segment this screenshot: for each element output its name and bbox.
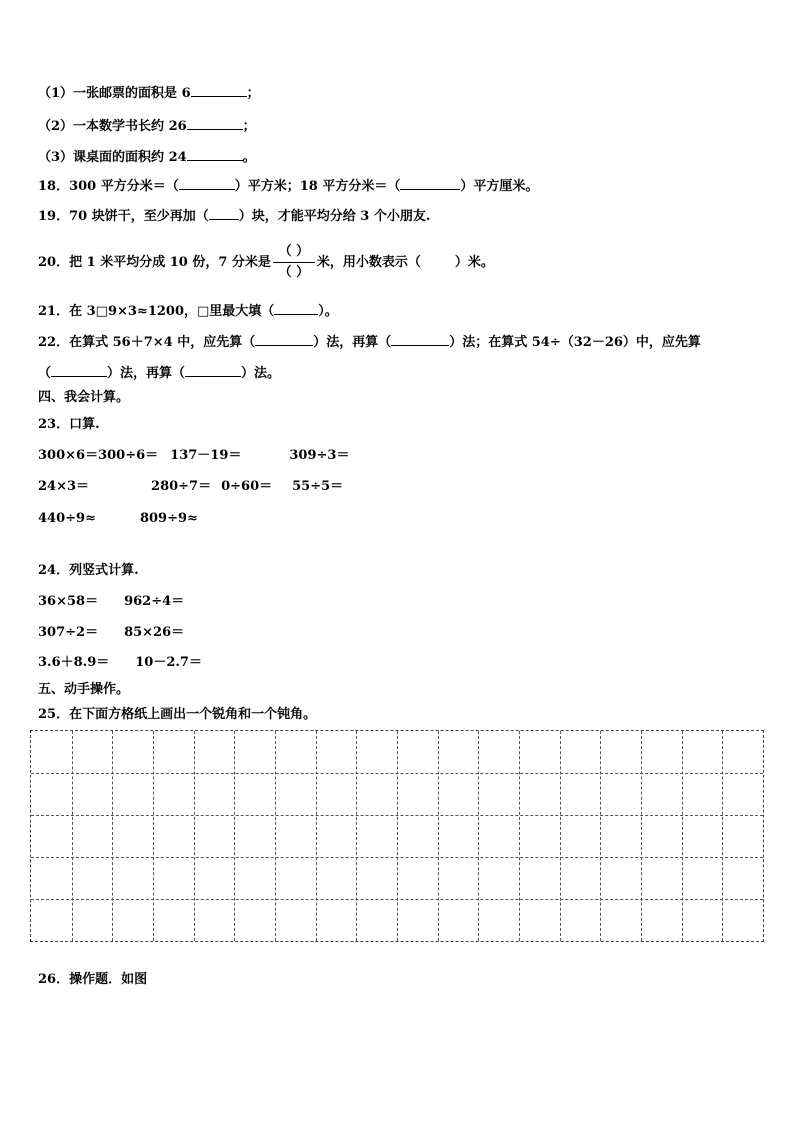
grid-vertical-line — [397, 731, 398, 941]
grid-vertical-line — [438, 731, 439, 941]
vertical-calc-item: 36×58＝ — [38, 594, 99, 609]
answer-blank[interactable] — [274, 302, 318, 315]
question-20 — [38, 243, 494, 283]
question-23-title: 23．口算. — [38, 417, 100, 432]
q22-text-3: ）法；在算式 54÷（32－26）中，应先算 — [449, 335, 701, 350]
section-heading-4: 四、我会计算。 — [38, 390, 130, 405]
grid-vertical-line — [72, 731, 73, 941]
q22-text-6: ）法。 — [241, 366, 281, 381]
q24-row-1 — [38, 594, 184, 610]
question-19 — [38, 207, 430, 225]
answer-blank[interactable] — [185, 364, 241, 377]
vertical-calc-item: 962÷4＝ — [124, 594, 185, 609]
answer-blank[interactable] — [209, 207, 239, 220]
oral-item: 300÷6＝ — [98, 448, 159, 463]
answer-blank[interactable] — [391, 333, 449, 346]
grid-vertical-line — [682, 731, 683, 941]
q18-text-1: 18．300 平方分米＝（ — [38, 179, 179, 194]
q23-row-2 — [38, 479, 343, 495]
fraction-bar — [273, 262, 315, 263]
question-22-line-1 — [38, 333, 701, 351]
answer-blank[interactable] — [255, 333, 313, 346]
question-24-title: 24．列竖式计算. — [38, 563, 139, 578]
q17-item-3 — [38, 148, 256, 166]
grid-horizontal-line — [31, 815, 763, 816]
grid-vertical-line — [560, 731, 561, 941]
answer-blank[interactable] — [191, 84, 247, 97]
grid-vertical-line — [112, 731, 113, 941]
q24-row-3 — [38, 655, 202, 671]
oral-item: 24×3＝ — [38, 479, 90, 494]
grid-vertical-line — [478, 731, 479, 941]
grid-vertical-line — [316, 731, 317, 941]
oral-item: 137－19＝ — [170, 448, 242, 463]
grid-vertical-line — [356, 731, 357, 941]
grid-vertical-line — [600, 731, 601, 941]
q17-item-3-text: （3）课桌面的面积约 24 — [38, 150, 187, 165]
vertical-calc-item: 85×26＝ — [124, 625, 185, 640]
answer-blank[interactable] — [400, 177, 460, 190]
vertical-calc-item: 307÷2＝ — [38, 625, 99, 640]
question-18 — [38, 177, 538, 195]
q20-text-2: 米，用小数表示（ — [316, 255, 421, 270]
fraction-denominator[interactable]: （ ） — [278, 265, 310, 280]
oral-item: 280÷7＝ — [151, 479, 212, 494]
oral-item: 0÷60＝ — [221, 479, 273, 494]
answer-blank[interactable] — [51, 364, 107, 377]
q21-text-2: ）。 — [318, 304, 338, 319]
q20-text-3: ）米。 — [454, 255, 494, 270]
oral-item: 809÷9≈ — [139, 511, 198, 526]
q19-text-2: ）块，才能平均分给 3 个小朋友. — [238, 209, 431, 224]
fraction-numerator[interactable]: （ ） — [278, 244, 310, 259]
q17-item-2-text: （2）一本数学书长约 26 — [38, 119, 187, 134]
q17-item-3-end: 。 — [242, 150, 256, 165]
q23-row-1 — [38, 448, 349, 464]
oral-item: 309÷3＝ — [289, 448, 350, 463]
q17-item-1 — [38, 84, 260, 102]
question-26-title: 26．操作题．如图 — [38, 972, 148, 987]
grid-vertical-line — [722, 731, 723, 941]
grid-vertical-line — [234, 731, 235, 941]
q17-item-1-text: （1）一张邮票的面积是 6 — [38, 86, 191, 101]
q19-text-1: 19．70 块饼干，至少再加（ — [38, 209, 209, 224]
grid-vertical-line — [194, 731, 195, 941]
grid-horizontal-line — [31, 899, 763, 900]
grid-horizontal-line — [31, 773, 763, 774]
q22-text-5: ）法，再算（ — [107, 366, 186, 381]
answer-blank[interactable] — [187, 117, 243, 130]
q23-row-3 — [38, 511, 198, 527]
q21-text-1: 21．在 3□9×3≈1200，□里最大填（ — [38, 304, 275, 319]
grid-vertical-line — [519, 731, 520, 941]
q24-row-2 — [38, 625, 184, 641]
answer-blank[interactable] — [187, 148, 243, 161]
vertical-calc-item: 3.6＋8.9＝ — [38, 655, 110, 670]
q17-item-2 — [38, 117, 256, 135]
oral-item: 300×6＝ — [38, 448, 99, 463]
oral-item: 55÷5＝ — [292, 479, 344, 494]
q22-text-2: ）法，再算（ — [313, 335, 392, 350]
grid-vertical-line — [641, 731, 642, 941]
vertical-calc-item: 10－2.7＝ — [135, 655, 202, 670]
q18-text-2: ）平方米；18 平方分米＝（ — [234, 179, 401, 194]
question-21 — [38, 302, 338, 320]
q18-text-3: ）平方厘米。 — [460, 179, 539, 194]
q17-item-1-end: ； — [246, 86, 260, 101]
q17-item-2-end: ； — [242, 119, 256, 134]
q20-text-1: 20．把 1 米平均分成 10 份，7 分米是 — [38, 255, 271, 270]
grid-vertical-line — [153, 731, 154, 941]
grid-horizontal-line — [31, 857, 763, 858]
section-heading-5: 五、动手操作。 — [38, 682, 130, 697]
q22-text-4: （ — [38, 366, 52, 381]
fraction[interactable] — [273, 244, 315, 281]
question-25-title: 25．在下面方格纸上画出一个锐角和一个钝角。 — [38, 707, 317, 722]
q22-text-1: 22．在算式 56＋7×4 中，应先算（ — [38, 335, 256, 350]
answer-blank[interactable] — [179, 177, 235, 190]
grid-vertical-line — [275, 731, 276, 941]
grid-paper[interactable] — [30, 730, 764, 942]
question-22-line-2 — [38, 364, 280, 382]
oral-item: 440÷9≈ — [38, 511, 96, 526]
